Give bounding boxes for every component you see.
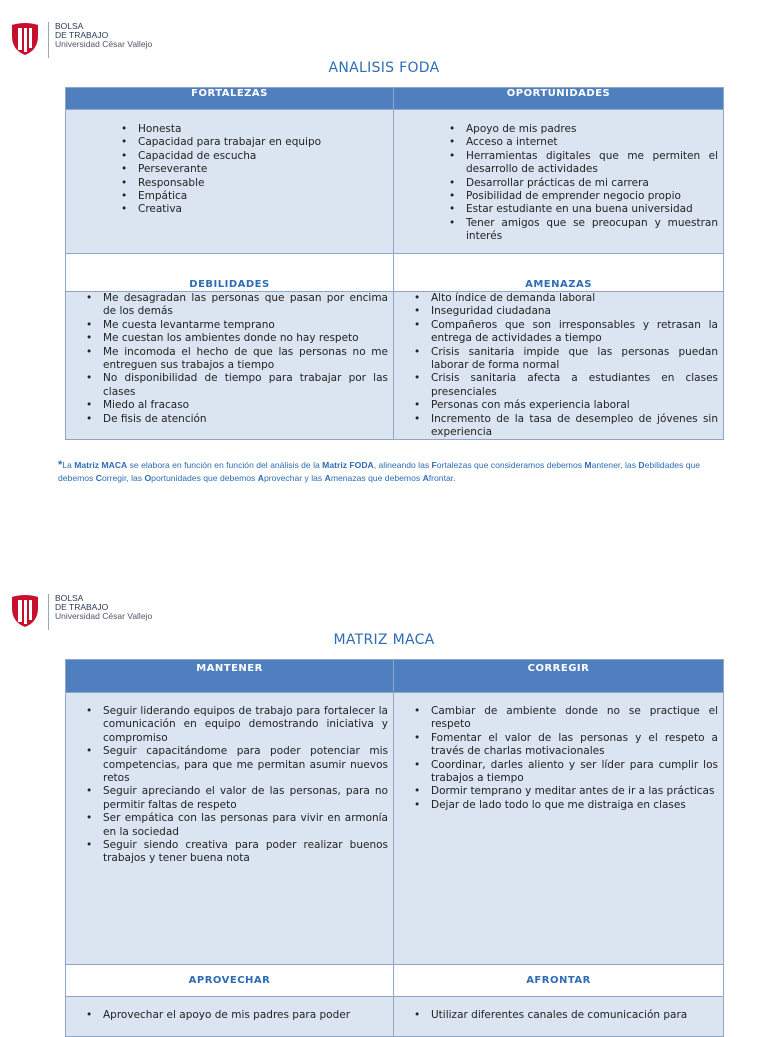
list-item: • Perseverante [138,163,393,176]
footnote-text: , alineando las [373,460,432,470]
amenazas-header: AMENAZAS [394,254,724,292]
mantener-list [66,693,393,866]
debilidades-cell [66,292,394,440]
fortalezas-header: FORTALEZAS [66,88,394,110]
logo-divider [48,594,49,630]
list-item: • Inseguridad ciudadana [431,305,718,318]
list-item: • Seguir liderando equipos de trabajo para fortalecer la comunicación en equipo demostrando iniciativa y compromiso [103,705,388,745]
afrontar-header: AFRONTAR [394,965,724,997]
list-item: • Posibilidad de emprender negocio propio [466,190,718,203]
list-item: • Herramientas digitales que me permiten el desarrollo de actividades [466,150,718,177]
oportunidades-cell [394,110,724,254]
fortalezas-cell [66,110,394,254]
list-item: • Seguir apreciando el valor de las personas, para no permitir faltas de respeto [103,785,388,812]
list-item: • Responsable [138,177,393,190]
list-item: • Estar estudiante en una buena universidad [466,203,718,216]
list-item: • Empática [138,190,393,203]
list-item: • Creativa [138,203,393,216]
footnote-bold: M [584,460,592,470]
list-item: • Miedo al fracaso [103,399,388,412]
list-item: • Compañeros que son irresponsables y retrasan la entrega de actividades a tiempo [431,319,718,346]
debilidades-list [66,292,393,426]
list-item: • Capacidad de escucha [138,150,393,163]
corregir-list [394,693,723,812]
logo-line-3: Universidad César Vallejo [55,39,153,49]
list-item: • Me incomoda el hecho de que las personas no me entreguen sus trabajos a tiempo [103,346,388,373]
footnote-text: antener, las [591,460,639,470]
list-item: • Crisis sanitaria afecta a estudiantes en clases presenciales [431,372,718,399]
list-item: • Dormir temprano y meditar antes de ir a las prácticas [431,785,718,798]
list-item: • Incremento de la tasa de desempleo de jóvenes sin experiencia [431,413,718,440]
footnote-bold: Matriz MACA [74,460,128,470]
footnote-bold: A [257,473,264,483]
footnote-bold: A [324,473,331,483]
footnote-text: portunidades que debemos [151,473,258,483]
corregir-cell [394,693,724,965]
list-item: • De fisis de atención [103,413,388,426]
ucv-crest-icon [10,594,40,628]
list-item: • Me cuestan los ambientes donde no hay respeto [103,332,388,345]
maca-footnote [58,459,718,485]
list-item: • Utilizar diferentes canales de comunicación para [431,1009,718,1022]
list-item: • Personas con más experiencia laboral [431,399,718,412]
corregir-header: CORREGIR [394,660,724,693]
footnote-text: La [62,460,75,470]
list-item: • Seguir siendo creativa para poder realizar buenos trabajos y tener buena nota [103,839,388,866]
footnote-text: ortalezas que consideramos debemos [436,460,585,470]
list-item: • Crisis sanitaria impide que las personas puedan laborar de forma normal [431,346,718,373]
footnote-bold: D [638,460,645,470]
aprovechar-cell [66,997,394,1037]
list-item: • Coordinar, darles aliento y ser líder para cumplir los trabajos a tiempo [431,759,718,786]
foda-table [65,87,724,440]
footnote-star: * [58,459,63,471]
list-item: • Fomentar el valor de las personas y el respeto a través de charlas motivacionales [431,732,718,759]
list-item: • Me desagradan las personas que pasan por encima de los demás [103,292,388,319]
list-item: • Apoyo de mis padres [466,123,718,136]
logo-line-1: BOLSA [55,593,84,603]
list-item: • Alto índice de demanda laboral [431,292,718,305]
list-item: • Aprovechar el apoyo de mis padres para poder [103,1009,388,1022]
logo-divider [48,22,49,58]
ucv-logo [10,594,152,630]
footnote-bold: F [431,460,437,470]
afrontar-list [394,997,723,1022]
aprovechar-list [66,997,393,1022]
afrontar-cell [394,997,724,1037]
list-item: • Acceso a internet [466,136,718,149]
list-item: • Seguir capacitándome para poder potenciar mis competencias, para que me permitan asumir nuevos retos [103,745,388,785]
logo-text [55,594,152,621]
oportunidades-header: OPORTUNIDADES [394,88,724,110]
amenazas-cell [394,292,724,440]
footnote-text: provechar y las [263,473,325,483]
list-item: • Capacidad para trabajar en equipo [138,136,393,149]
list-item: • Honesta [138,123,393,136]
footnote-bold: A [422,473,429,483]
mantener-header: MANTENER [66,660,394,693]
logo-text [55,22,152,49]
logo-line-3: Universidad César Vallejo [55,611,153,621]
footnote-bold: C [95,473,102,483]
foda-title: ANALISIS FODA [328,60,440,76]
list-item: • Dejar de lado todo lo que me distraiga en clases [431,799,718,812]
footnote-text: orregir, las [101,473,145,483]
list-item: • Tener amigos que se preocupan y muestran interés [466,217,718,244]
logo-line-2: DE TRABAJO [55,30,109,40]
maca-table [65,659,724,1037]
list-item: • Desarrollar prácticas de mi carrera [466,177,718,190]
logo-line-2: DE TRABAJO [55,602,109,612]
list-item: • Me cuesta levantarme temprano [103,319,388,332]
footnote-text: menazas que debemos [330,473,423,483]
footnote-text: frontar. [428,473,456,483]
logo-line-1: BOLSA [55,21,84,31]
ucv-logo [10,22,152,58]
footnote-bold: O [144,473,152,483]
list-item: • Ser empática con las personas para vivir en armonía en la sociedad [103,812,388,839]
ucv-crest-icon [10,22,40,56]
footnote-bold: Matriz FODA [322,460,374,470]
oportunidades-list [394,110,723,244]
aprovechar-header: APROVECHAR [66,965,394,997]
list-item: • No disponibilidad de tiempo para trabajar por las clases [103,372,388,399]
maca-title: MATRIZ MACA [333,632,435,648]
footnote-text: ebilidades que debemos [58,460,701,483]
list-item: • Cambiar de ambiente donde no se practique el respeto [431,705,718,732]
footnote-text: se elabora en función en función del análisis de la [127,460,323,470]
mantener-cell [66,693,394,965]
debilidades-header: DEBILIDADES [66,254,394,292]
amenazas-list [394,292,723,439]
fortalezas-list [66,110,393,217]
